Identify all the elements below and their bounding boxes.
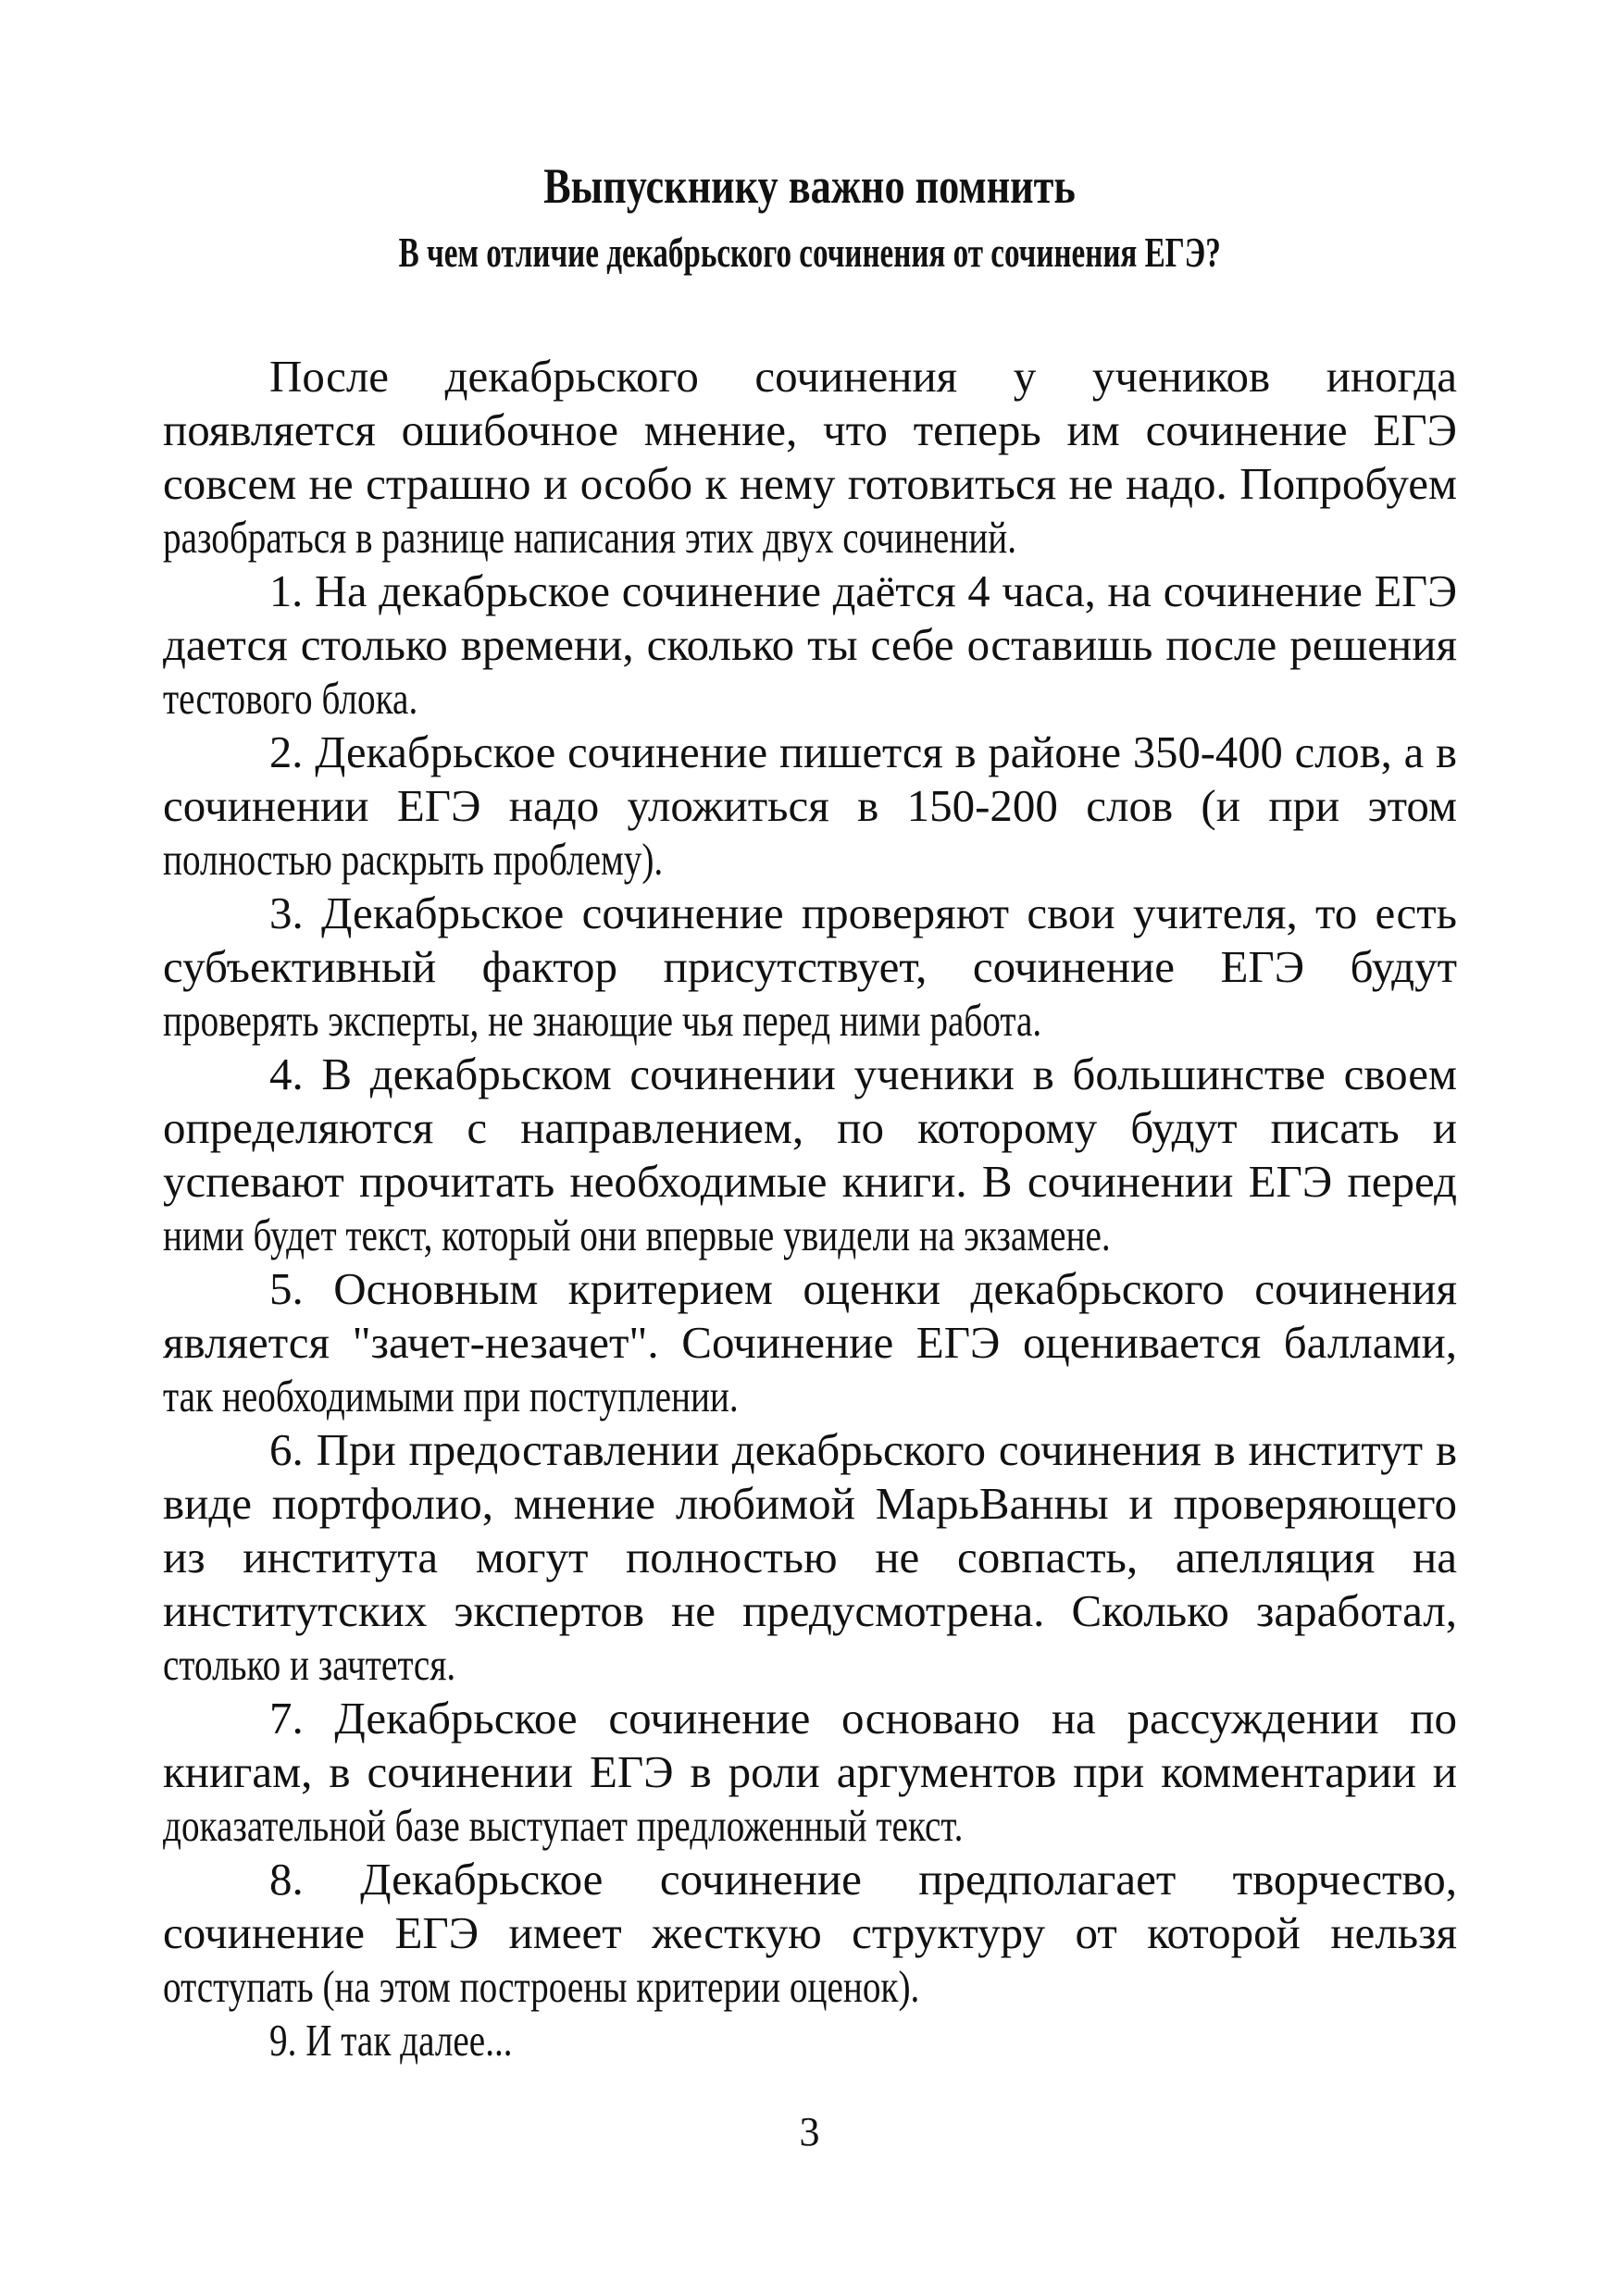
paragraph-first-line: [163, 1695, 1457, 1744]
text-line-content: книгам, в сочинении ЕГЭ в роли аргументов при комментарии и: [163, 1746, 1457, 1797]
text-line-content: столько и зачтется.: [163, 1639, 456, 1690]
text-line: [163, 1585, 1457, 1636]
text-line-content: виде портфолио, мнение любимой МарьВанны и проверяющего: [163, 1478, 1457, 1529]
page-subtitle: [0, 231, 1619, 274]
text-line: [163, 780, 1457, 831]
text-line-content: После декабрьского сочинения у учеников иногда: [269, 351, 1457, 402]
text-line: [163, 1639, 1457, 1690]
text-line: [163, 1534, 1457, 1582]
page-title-text: Выпускнику важно помнить: [543, 158, 1076, 214]
text-line-content: является "зачет-незачет". Сочинение ЕГЭ оценивается баллами,: [163, 1317, 1457, 1368]
text-line-content: так необходимыми при поступлении.: [163, 1371, 739, 1421]
text-line: [163, 458, 1457, 509]
text-line-content: 7. Декабрьское сочинение основано на рассуждении по: [269, 1693, 1457, 1744]
text-line: [163, 1746, 1457, 1797]
text-line: [163, 1102, 1457, 1153]
paragraph-first-line: [163, 1856, 1457, 1905]
text-line-content: доказательной базе выступает предложенный текст.: [163, 1800, 964, 1851]
text-line: [163, 1800, 1457, 1851]
text-line: [163, 1156, 1457, 1207]
text-line: [163, 404, 1457, 455]
text-line-content: совсем не страшно и особо к нему готовиться не надо. Попробуем: [163, 458, 1457, 509]
paragraph-first-line: [163, 2017, 1457, 2066]
text-line: [163, 1907, 1457, 1958]
text-line: [163, 1373, 1457, 1421]
text-line-content: 4. В декабрьском сочинении ученики в большинстве своем: [269, 1049, 1457, 1099]
paragraph-first-line: [163, 1051, 1457, 1099]
text-line-content: успевают прочитать необходимые книги. В сочинении ЕГЭ перед: [163, 1156, 1457, 1207]
paragraph-first-line: [163, 726, 1457, 777]
text-line-content: тестового блока.: [163, 673, 418, 724]
text-line-content: 8. Декабрьское сочинение предполагает творчество,: [269, 1854, 1457, 1905]
text-line-content: 2. Декабрьское сочинение пишется в районе 350-400 слов, а в: [268, 726, 1457, 777]
text-line: [163, 1478, 1457, 1529]
page-subtitle-text: В чем отличие декабрьского сочинения от сочинения ЕГЭ?: [398, 229, 1221, 276]
page-title: [0, 158, 1619, 214]
text-line-content: субъективный фактор присутствует, сочинение ЕГЭ будут: [163, 941, 1457, 992]
text-line-content: 1. На декабрьское сочинение даётся 4 часа, на сочинение ЕГЭ: [268, 565, 1457, 616]
text-line-content: дается столько времени, сколько ты себе оставишь после решения: [163, 619, 1457, 670]
text-line-content: 6. При предоставлении декабрьского сочинения в институт в: [269, 1424, 1457, 1475]
text-line: [163, 941, 1457, 992]
text-line: [163, 673, 1457, 724]
text-line-content: сочинении ЕГЭ надо уложиться в 150-200 слов (и при этом: [163, 780, 1457, 831]
text-line-content: проверять эксперты, не знающие чья перед ними работа.: [163, 995, 1042, 1046]
paragraph-first-line: [163, 1263, 1457, 1314]
paragraph-first-line: [163, 1424, 1457, 1475]
text-line: [163, 1212, 1457, 1260]
text-line-content: из института могут полностью не совпасть, апелляция на: [163, 1532, 1457, 1582]
text-line-content: полностью раскрыть проблему).: [163, 834, 664, 885]
page-number: 3: [799, 2109, 820, 2154]
text-line-content: появляется ошибочное мнение, что теперь им сочинение ЕГЭ: [163, 404, 1457, 455]
paragraph-first-line: [163, 351, 1457, 402]
text-line-content: 9. И так далее...: [269, 2015, 513, 2066]
text-line-content: институтских экспертов не предусмотрена. Сколько заработал,: [163, 1585, 1457, 1636]
text-line: [163, 1961, 1457, 2012]
text-line-content: разобраться в разнице написания этих двух сочинений.: [163, 512, 1017, 563]
text-line: [163, 1317, 1457, 1368]
text-line: [163, 995, 1457, 1046]
text-line: [163, 512, 1457, 563]
text-line-content: ними будет текст, который они впервые увидели на экзамене.: [163, 1210, 1111, 1260]
text-line: [163, 834, 1457, 885]
text-line-content: определяются с направлением, по которому будут писать и: [163, 1102, 1457, 1153]
paragraph-first-line: [163, 565, 1457, 616]
text-line-content: 3. Декабрьское сочинение проверяют свои учителя, то есть: [269, 887, 1457, 938]
text-line-content: 5. Основным критерием оценки декабрьского сочинения: [269, 1263, 1457, 1314]
paragraph-first-line: [163, 887, 1457, 938]
text-line-content: отступать (на этом построены критерии оценок).: [163, 1961, 920, 2012]
text-line-content: сочинение ЕГЭ имеет жесткую структуру от которой нельзя: [163, 1907, 1457, 1958]
text-line: [163, 619, 1457, 670]
